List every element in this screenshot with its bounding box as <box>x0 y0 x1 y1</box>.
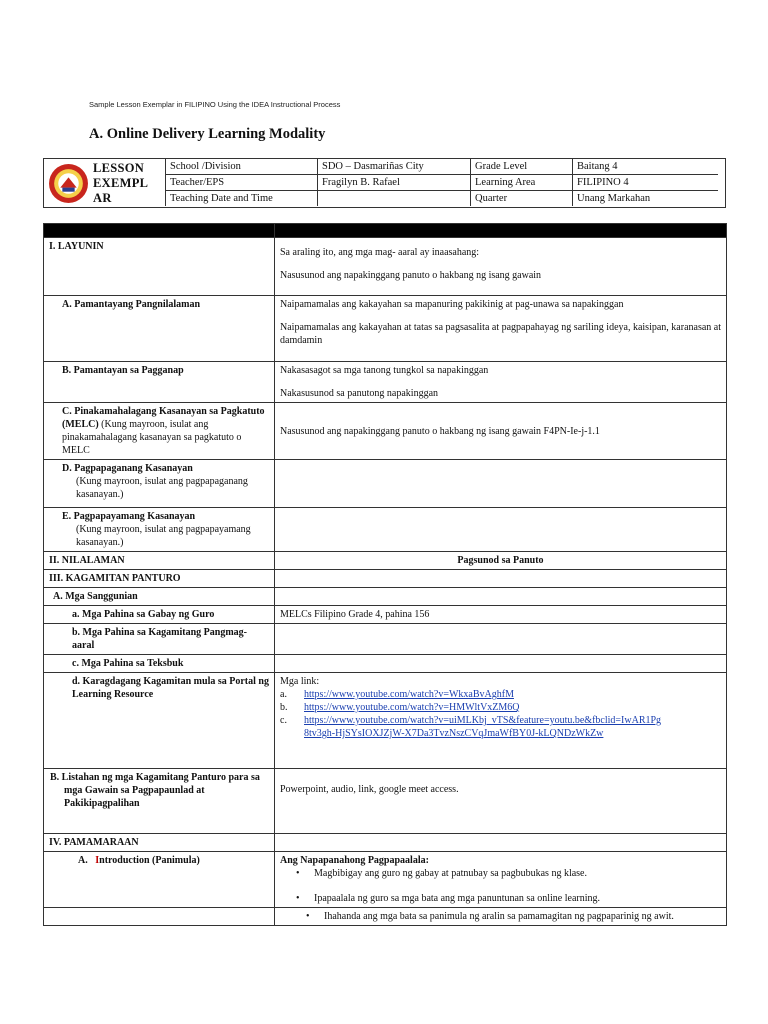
header-info-grid: School /Division SDO – Dasmariñas City Grade Level Baitang 4 Teacher/EPS Fragilyn B. Rafael Learning Area FILIPINO 4 Teaching Date and Time Quarter Unang Markahan <box>165 159 718 206</box>
table-row: I. LAYUNIN Sa araling ito, ang mga mag- aaral ay inaasahang: Nasusunod ang napakinggang panuto o hakbang ng isang gawain <box>44 238 727 296</box>
table-row: III. KAGAMITAN PANTURO <box>44 570 727 588</box>
table-row: IV. PAMAMARAAN <box>44 834 727 852</box>
table-row: II. NILALAMAN Pagsunod sa Panuto <box>44 552 727 570</box>
table-row: E. Pagpapayamang Kasanayan (Kung mayroon, isulat ang pagpapayamang kasanayan.) <box>44 508 727 552</box>
table-row: b. Mga Pahina sa Kagamitang Pangmag-aaral <box>44 624 727 655</box>
table-header-bar <box>44 224 727 238</box>
table-row: A. Mga Sanggunian <box>44 588 727 606</box>
table-row: A. Introduction (Panimula) Ang Napapanahong Pagpapaalala: • Magbibigay ang guro ng gabay at patnubay sa pagbubukas ng klase. • Ipapaalala ng guro sa mga bata ang mga panuntunan sa online learning. <box>44 852 727 908</box>
lesson-exemplar-label: LESSON EXEMPL AR <box>93 161 149 205</box>
table-row: • Ihahanda ang mga bata sa panimula ng aralin sa pamamagitan ng pagpaparinig ng awit. <box>44 908 727 926</box>
resource-links: a. https://www.youtube.com/watch?v=WkxaBvAghfM b. https://www.youtube.com/watch?v=HMWltVxZM6Q c. https://www.youtube.com/watch?v=uiMLKbj_vTS&feature=youtu.be&fbclid=IwAR1Pg8tv3gh-HjSYsIOXJZjW-X7Da3TvzNszCVqJmaWfBY0J-kLQNDzWkZw <box>280 688 721 740</box>
lesson-table <box>43 223 727 926</box>
table-row: B. Listahan ng mga Kagamitang Panturo para sa mga Gawain sa Pagpapaunlad at Pakikipagpalihan Powerpoint, audio, link, google meet access. <box>44 769 727 834</box>
table-row: A. Pamantayang Pangnilalaman Naipamamalas ang kakayahan sa mapanuring pakikinig at pag-unawa sa napakinggan Naipamamalas ang kakayahan at tatas sa pagsasalita at pagpapahayag ng sariling ideya, kaisipan, karanasan at damdamin <box>44 296 727 362</box>
table-row: a. Mga Pahina sa Gabay ng Guro MELCs Filipino Grade 4, pahina 156 <box>44 606 727 624</box>
table-row: d. Karagdagang Kagamitan mula sa Portal ng Learning Resource Mga link: a. https://www.youtube.com/watch?v=WkxaBvAghfM b. https://www.youtube.com/watch?v=HMWltVxZM6Q c. https://www.youtube.com/watch?v=uiMLKbj_vTS&feature=youtu.be&fbclid=IwAR1Pg8tv3gh-HjSYsIOXJZjW-X7Da3TvzNszCVqJmaWfBY0J-kLQNDzWkZw <box>44 673 727 769</box>
table-row: B. Pamantayan sa Pagganap Nakasasagot sa mga tanong tungkol sa napakinggan Nakasusunod sa panutong napakinggan <box>44 362 727 403</box>
table-row: C. Pinakamahalagang Kasanayan sa Pagkatuto (MELC) (Kung mayroon, isulat ang pinakamahalagang kasanayan sa pagkatuto o MELC Nasusunod ang napakinggang panuto o hakbang ng isang gawain F4PN-Ie-j-1.1 <box>44 403 727 460</box>
resource-link-b[interactable]: https://www.youtube.com/watch?v=HMWltVxZM6Q <box>304 702 520 713</box>
resource-link-c[interactable]: https://www.youtube.com/watch?v=uiMLKbj_vTS&feature=youtu.be&fbclid=IwAR1Pg8tv3gh-HjSYsIOXJZjW-X7Da3TvzNszCVqJmaWfBY0J-kLQNDzWkZw <box>304 715 662 739</box>
doc-heading: A. Online Delivery Learning Modality <box>89 126 326 142</box>
table-row: c. Mga Pahina sa Teksbuk <box>44 655 727 673</box>
table-row: D. Pagpapaganang Kasanayan (Kung mayroon, isulat ang pagpapaganang kasanayan.) <box>44 460 727 508</box>
doc-subtitle: Sample Lesson Exemplar in FILIPINO Using the IDEA Instructional Process <box>89 100 341 109</box>
lesson-header <box>43 158 726 208</box>
resource-link-a[interactable]: https://www.youtube.com/watch?v=WkxaBvAghfM <box>304 689 514 700</box>
deped-seal-icon <box>48 163 89 204</box>
